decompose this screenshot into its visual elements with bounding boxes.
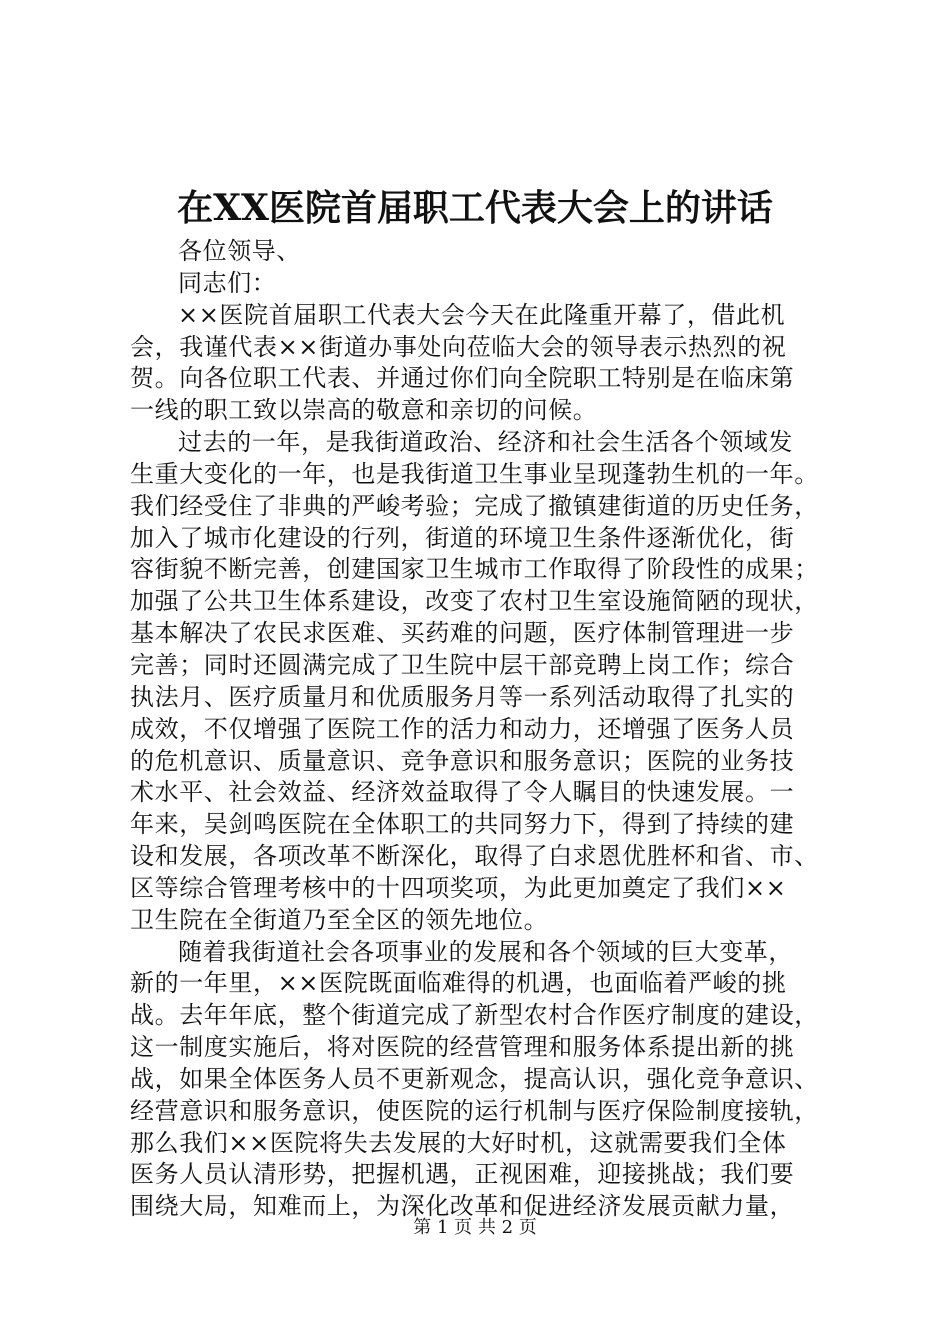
body-line: 那么我们××医院将失去发展的大好时机，这就需要我们全体: [130, 1128, 787, 1157]
body-line: 随着我街道社会各项事业的发展和各个领域的巨大变革，: [178, 937, 793, 966]
body-line: 的危机意识、质量意识、竞争意识和服务意识；医院的业务技: [130, 746, 795, 775]
body-line: 这一制度实施后，将对医院的经营管理和服务体系提出新的挑: [130, 1033, 795, 1062]
body-line: 战，如果全体医务人员不更新观念，提高认识，强化竞争意识、: [130, 1064, 819, 1093]
body-line: 卫生院在全街道乃至全区的领先地位。: [130, 905, 549, 934]
body-line: 执法月、医疗质量月和优质服务月等一系列活动取得了扎实的: [130, 682, 795, 711]
body-line: 医务人员认清形势，把握机遇，正视困难，迎接挑战；我们要: [130, 1160, 795, 1189]
body-line: 成效，不仅增强了医院工作的活力和动力，还增强了医务人员: [130, 714, 795, 743]
page-footer: 第 1 页 共 2 页: [413, 1217, 537, 1238]
body-line: 容街貌不断完善，创建国家卫生城市工作取得了阶段性的成果；: [130, 555, 819, 584]
body-line: 加入了城市化建设的行列，街道的环境卫生条件逐渐优化，街: [130, 523, 795, 552]
body-line: 术水平、社会效益、经济效益取得了令人瞩目的快速发展。一: [130, 778, 795, 807]
body-line: 设和发展，各项改革不断深化，取得了白求恩优胜杯和省、市、: [130, 842, 819, 871]
body-line: 贺。向各位职工代表、并通过你们向全院职工特别是在临床第: [130, 364, 795, 393]
salutation-line: 同志们：: [178, 268, 277, 297]
body-line: 我们经受住了非典的严峻考验；完成了撤镇建街道的历史任务，: [130, 491, 819, 520]
body-line: 加强了公共卫生体系建设，改变了农村卫生室设施简陋的现状，: [130, 587, 819, 616]
body-line: 基本解决了农民求医难、买药难的问题，医疗体制管理进一步: [130, 619, 795, 648]
body-line: 过去的一年，是我街道政治、经济和社会生活各个领域发: [178, 428, 793, 457]
body-line: 战。去年年底，整个街道完成了新型农村合作医疗制度的建设，: [130, 1001, 819, 1030]
document-body: [130, 236, 830, 1223]
body-line: 年来，吴剑鸣医院在全体职工的共同努力下，得到了持续的建: [130, 810, 795, 839]
body-line: 经营意识和服务意识，使医院的运行机制与医疗保险制度接轨，: [130, 1096, 819, 1125]
body-line: 区等综合管理考核中的十四项奖项，为此更加奠定了我们××: [130, 873, 787, 902]
document-title: 在XX医院首届职工代表大会上的讲话: [177, 187, 773, 229]
body-line: 生重大变化的一年，也是我街道卫生事业呈现蓬勃生机的一年。: [130, 459, 819, 488]
salutation-line: 各位领导、: [178, 237, 301, 265]
body-line: 会，我谨代表××街道办事处向莅临大会的领导表示热烈的祝: [130, 332, 787, 361]
body-line: 围绕大局，知难而上，为深化改革和促进经济发展贡献力量，: [130, 1192, 795, 1221]
body-line: 新的一年里，××医院既面临难得的机遇，也面临着严峻的挑: [130, 969, 787, 998]
body-line: 完善；同时还圆满完成了卫生院中层干部竞聘上岗工作；综合: [130, 650, 795, 679]
body-line: ××医院首届职工代表大会今天在此隆重开幕了，借此机: [178, 300, 786, 329]
body-line: 一线的职工致以崇高的敬意和亲切的问候。: [130, 396, 598, 425]
